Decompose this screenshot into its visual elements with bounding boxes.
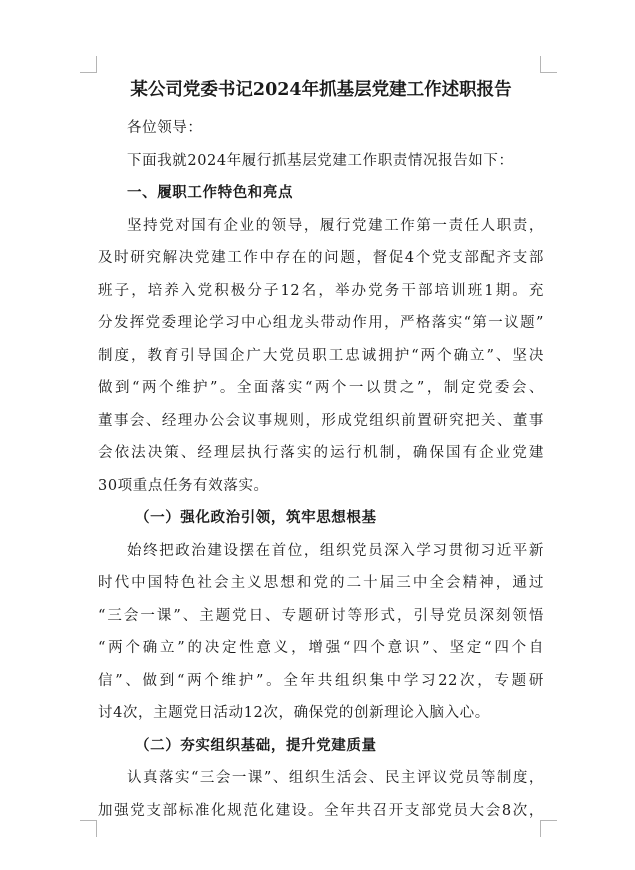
subsection-heading: （二）夯实组织基础，提升党建质量 [135, 736, 377, 754]
paragraph-line: 董事会、经理办公会议事规则，形成党组织前置研究把关、董事 [98, 412, 544, 429]
paragraph-line: 会依法决策、经理层执行落实的运行机制，确保国有企业党建 [98, 445, 544, 461]
page-corner-mark-top-left [80, 56, 97, 73]
paragraph-line: 做到“两个维护”。全面落实“两个一以贯之”，制定党委会、 [98, 380, 544, 396]
paragraph-line: 分发挥党委理论学习中心组龙头带动作用，严格落实“第一议题” [98, 315, 544, 331]
subsection-heading: （一）强化政治引领，筑牢思想根基 [135, 509, 377, 526]
paragraph-line: 30项重点任务有效落实。 [98, 477, 269, 494]
paragraph-line: “三会一课”、主题党日、专题研讨等形式，引导党员深刻领悟 [98, 607, 544, 624]
intro-paragraph: 下面我就2024年履行抓基层党建工作职责情况报告如下： [127, 152, 514, 169]
paragraph-line: 坚持党对国有企业的领导，履行党建工作第一责任人职责， [127, 217, 544, 234]
subsection-paragraph [98, 535, 544, 730]
paragraph-line: 加强党支部标准化规范化建设。全年共召开支部党员大会8次， [98, 802, 544, 819]
paragraph-line: 信”、做到“两个维护”。全年共组织集中学习22次，专题研 [98, 672, 544, 689]
paragraph-line: 时代中国特色社会主义思想和党的二十届三中全会精神，通过 [98, 575, 544, 591]
page-corner-mark-bottom-left [80, 820, 97, 837]
paragraph-line: 制度，教育引导国企广大党员职工忠诚拥护“两个确立”、坚决 [98, 347, 544, 364]
paragraph-line: 及时研究解决党建工作中存在的问题，督促4个党支部配齐支部 [98, 250, 544, 266]
section-paragraph [98, 210, 544, 503]
document-body [98, 76, 544, 827]
page-corner-mark-top-right [540, 56, 557, 73]
subsection-paragraph [98, 762, 544, 827]
document-title: 某公司党委书记2024年抓基层党建工作述职报告 [130, 80, 512, 100]
paragraph-line: 认真落实“三会一课”、组织生活会、民主评议党员等制度， [127, 770, 544, 786]
paragraph-line: 班子，培养入党积极分子12名，举办党务干部培训班1期。充 [98, 282, 544, 299]
paragraph-line: 讨4次，主题党日活动12次，确保党的创新理论入脑入心。 [98, 705, 490, 721]
salutation: 各位领导： [127, 120, 203, 136]
paragraph-line: “两个确立”的决定性意义，增强“四个意识”、坚定“四个自 [98, 640, 544, 656]
paragraph-line: 始终把政治建设摆在首位，组织党员深入学习贯彻习近平新 [127, 542, 544, 559]
section-heading: 一、履职工作特色和亮点 [127, 184, 294, 201]
